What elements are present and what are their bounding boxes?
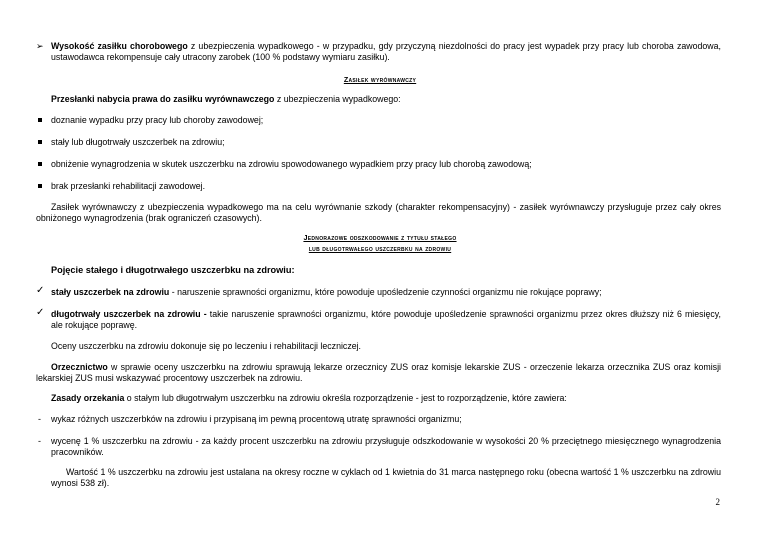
check-item-long-term (51, 309, 721, 330)
paragraph-assessment-timing: Oceny uszczerbku na zdrowiu dokonuje się po leczeniu i rehabilitacji leczniczej. (51, 341, 362, 351)
paragraph-rules (51, 393, 721, 404)
bold-term: Przesłanki nabycia prawa do zasiłku wyrównawczego (51, 94, 275, 104)
page-number: 2 (715, 497, 720, 507)
bold-term: Orzecznictwo (51, 362, 108, 372)
dash-bullet: - (38, 414, 41, 424)
bullet-item: brak przesłanki rehabilitacji zawodowej. (51, 181, 206, 191)
square-bullet-icon (38, 184, 42, 188)
paragraph-text: - naruszenie sprawności organizmu, które powoduje upośledzenie czynności organizmu nie rokujące poprawy; (169, 287, 602, 297)
bullet-item: doznanie wypadku przy pracy lub choroby zawodowej; (51, 115, 264, 125)
paragraph-conditions (51, 94, 721, 105)
paragraph-concept-heading: Pojęcie stałego i długotrwałego uszczerbku na zdrowiu: (51, 265, 295, 275)
arrow-bullet-icon: ➢ (36, 41, 44, 51)
paragraph-sickness-benefit (51, 41, 721, 62)
dash-item: wykaz różnych uszczerbków na zdrowiu i przypisaną im pewną procentową utratę sprawności organizmu; (51, 414, 462, 424)
square-bullet-icon (38, 162, 42, 166)
bold-term: stały uszczerbek na zdrowiu (51, 287, 170, 297)
section-heading-one-off-compensation-line2: lub długotrwałego uszczerbku na zdrowiu (308, 244, 452, 253)
paragraph-value: Wartość 1 % uszczerbku na zdrowiu jest ustalana na okresy roczne w cyklach od 1 kwietnia do 31 marca następnego roku (obecna wartość 1 % uszczerbku na zdrowiu wynosi 538 zł). (51, 467, 721, 488)
paragraph-certification (36, 362, 721, 383)
paragraph-text: w sprawie oceny uszczerbku na zdrowiu sprawują lekarze orzecznicy ZUS oraz komisje lekarskie ZUS - orzeczenie lekarza orzecznika ZUS oraz komisji lekarskiej ZUS musi wskazywać procentowy uszczerbek na zdrowiu. (36, 362, 721, 383)
square-bullet-icon (38, 118, 42, 122)
check-item-permanent (51, 287, 721, 298)
paragraph-compensatory-purpose: Zasiłek wyrównawczy z ubezpieczenia wypadkowego ma na celu wyrównanie szkody (charakter rekompensacyjny) - zasiłek wyrównawczy przysługuje przez cały okres obniżonego wynagrodzenia (brak ograniczeń czasowych). (36, 202, 721, 223)
bold-term: Zasady orzekania (51, 393, 125, 403)
bullet-item: obniżenie wynagrodzenia w skutek uszczerbku na zdrowiu spowodowanego wypadkiem przy pracy lub chorobą zawodową; (51, 159, 532, 169)
paragraph-text: z ubezpieczenia wypadkowego - w przypadku, gdy przyczyną niezdolności do pracy jest wypadek przy pracy lub choroba zawodowa, ustawodawca rekompensuje cały utracony zarobek (100 % podstawy wymiaru zasiłku). (51, 41, 721, 62)
bullet-item: stały lub długotrwały uszczerbek na zdrowiu; (51, 137, 225, 147)
checkmark-icon: ✓ (36, 307, 45, 318)
section-heading-compensatory-benefit: Zasiłek wyrównawczy (343, 75, 417, 84)
paragraph-text: takie naruszenie sprawności organizmu, które powoduje upośledzenie sprawności organizmu przez okres dłuższy niż 6 miesięcy, ale rokujące poprawę. (51, 309, 721, 330)
square-bullet-icon (38, 140, 42, 144)
section-heading-one-off-compensation: Jednorazowe odszkodowanie z tytułu stałego (303, 233, 457, 242)
checkmark-icon: ✓ (36, 285, 45, 296)
dash-item: wycenę 1 % uszczerbku na zdrowiu - za każdy procent uszczerbku na zdrowiu przysługuje odszkodowanie w wysokości 20 % przeciętnego miesięcznego wynagrodzenia pracowników. (51, 436, 721, 457)
paragraph-text: z ubezpieczenia wypadkowego: (274, 94, 401, 104)
bold-term: Wysokość zasiłku chorobowego (51, 41, 188, 51)
dash-bullet: - (38, 436, 41, 446)
bold-term: długotrwały uszczerbek na zdrowiu - (51, 309, 207, 319)
paragraph-text: o stałym lub długotrwałym uszczerbku na zdrowiu określa rozporządzenie - jest to rozporządzenie, które zawiera: (124, 393, 567, 403)
